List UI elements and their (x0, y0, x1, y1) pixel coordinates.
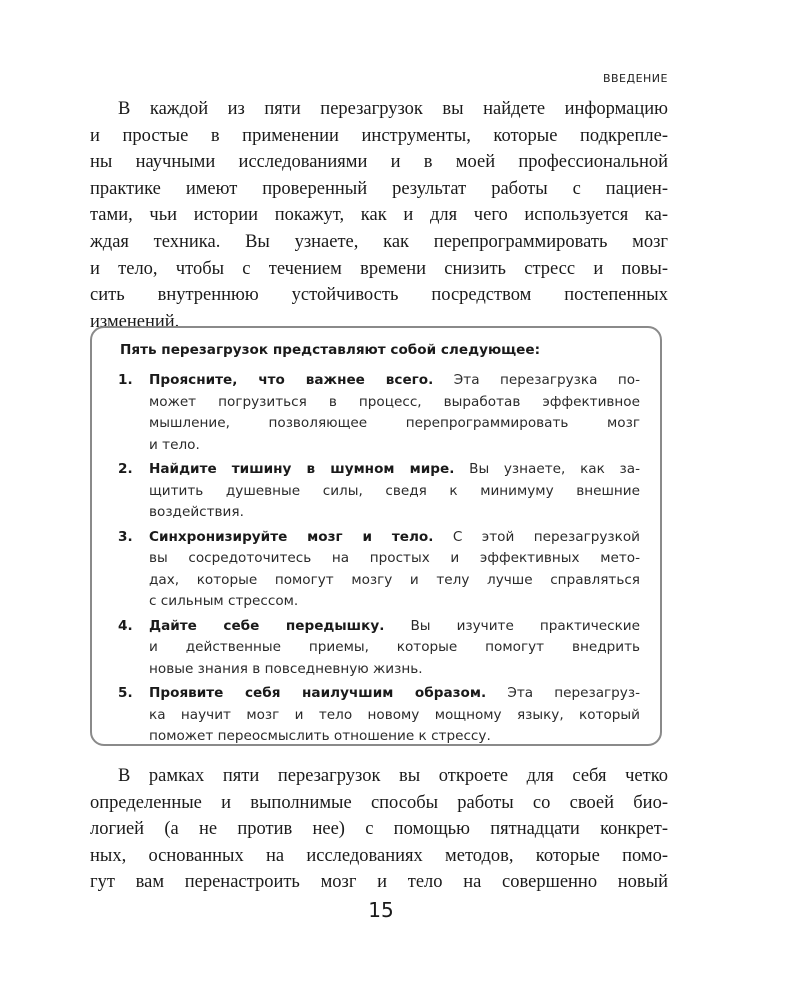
text-line: ных, основанных на исследованиях методов, которые помо- (90, 845, 668, 866)
item-heading: Проясните, что важнее всего. (149, 372, 434, 388)
list-item (118, 370, 640, 456)
list-item (118, 683, 640, 748)
resets-list (118, 370, 640, 751)
item-text: щитить душевные силы, сведя к минимуму внешние (149, 482, 640, 499)
text-line: В каждой из пяти перезагрузок вы найдете информацию (118, 99, 668, 119)
item-text: поможет переосмыслить отношение к стрессу. (149, 728, 491, 744)
text-line: определенные и выполнимые способы работы со своей био- (90, 792, 668, 813)
paragraph-resets (90, 763, 668, 896)
text-line: ны научными исследованиями и в моей профессиональной (90, 152, 668, 173)
item-text: С этой перезагрузкой (433, 528, 640, 545)
text-line: сить внутреннюю устойчивость посредством постепенных (90, 285, 668, 306)
list-number: 3. (118, 528, 133, 545)
item-heading: Дайте себе передышку. (149, 617, 385, 634)
item-heading: Проявите себя наилучшим образом. (149, 685, 487, 701)
text-line: практике имеют проверенный результат работы с пациен- (90, 178, 668, 199)
text-line: гут вам перенастроить мозг и тело на совершенно новый (90, 872, 668, 893)
text-line: ждая техника. Вы узнаете, как перепрограммировать мозг (90, 231, 668, 252)
item-text: Вы изучите практические (384, 617, 640, 634)
list-item (118, 459, 640, 524)
item-text: Эта перезагруз- (486, 685, 640, 701)
text-line: изменений. (90, 311, 180, 332)
list-item (118, 527, 640, 613)
list-number: 2. (118, 461, 133, 477)
text-line: тами, чьи истории покажут, как и для чего используется ка- (90, 205, 668, 226)
item-text: может погрузиться в процесс, выработав эффективное (149, 393, 640, 410)
item-text: вы сосредоточитесь на простых и эффективных мето- (149, 550, 640, 566)
callout-title: Пять перезагрузок представляют собой следующее: (120, 342, 541, 358)
list-number: 4. (118, 617, 133, 634)
item-text: ка научит мозг и тело новому мощному языку, который (149, 706, 640, 723)
item-text: и действенные приемы, которые помогут внедрить (149, 639, 640, 655)
item-text: Эта перезагрузка по- (433, 372, 641, 388)
item-text: с сильным стрессом. (149, 593, 299, 609)
paragraph-intro (90, 96, 668, 335)
text-line: и простые в применении инструменты, которые подкрепле- (90, 125, 668, 146)
list-number: 1. (118, 372, 133, 388)
item-text: и тело. (149, 436, 200, 453)
list-item (118, 616, 640, 681)
running-head: ВВЕДЕНИЕ (602, 72, 668, 85)
item-text: дах, которые помогут мозгу и телу лучше справляться (149, 571, 640, 588)
resets-callout-box (90, 326, 662, 746)
item-text: Вы узнаете, как за- (454, 461, 640, 477)
text-line: В рамках пяти перезагрузок вы откроете для себя четко (118, 766, 668, 786)
item-text: мышление, позволяющее перепрограммировать мозг (149, 415, 640, 431)
item-text: воздействия. (149, 504, 244, 520)
item-heading: Синхронизируйте мозг и тело. (149, 528, 434, 545)
item-text: новые знания в повседневную жизнь. (149, 660, 423, 677)
page-number: 15 (368, 898, 394, 922)
text-line: и тело, чтобы с течением времени снизить стресс и повы- (90, 258, 668, 279)
item-heading: Найдите тишину в шумном мире. (149, 461, 455, 477)
list-number: 5. (118, 685, 133, 701)
text-line: логией (а не против нее) с помощью пятнадцати конкрет- (90, 819, 668, 840)
